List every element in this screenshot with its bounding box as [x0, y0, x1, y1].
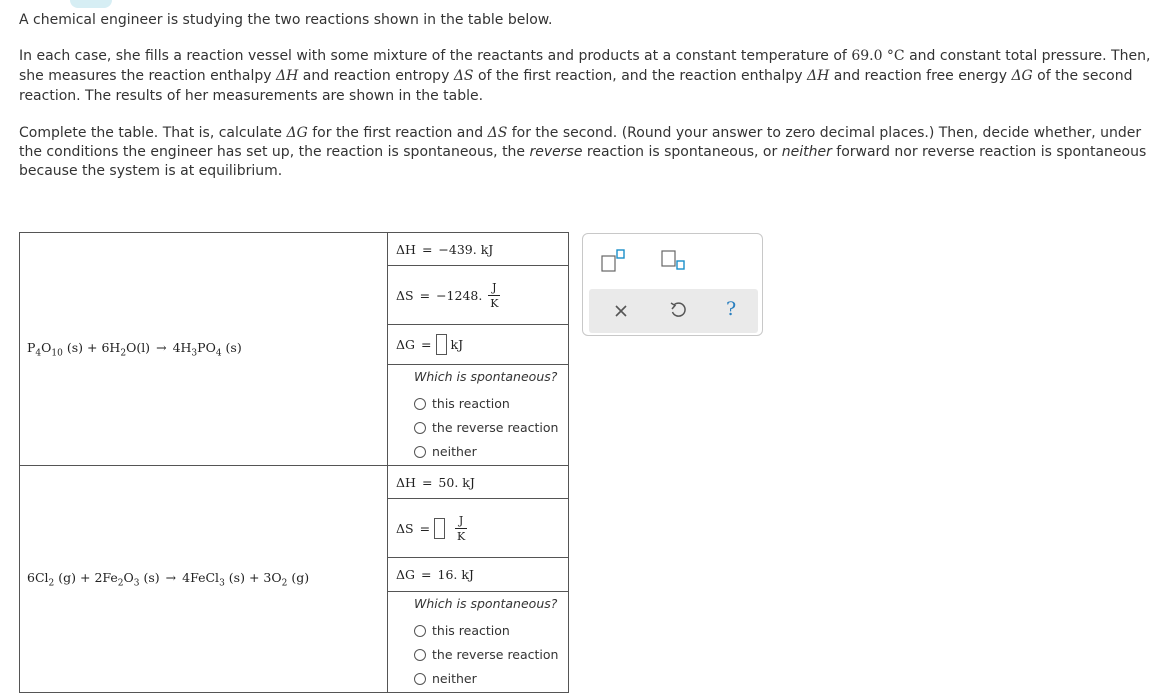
toolbox-actions [589, 289, 758, 333]
top-tab-hint [70, 0, 112, 8]
superscript-icon[interactable] [601, 249, 633, 275]
radio-button[interactable] [414, 422, 426, 434]
setup-paragraph: In each case, she fills a reaction vessel with some mixture of the reactants and products at a constant temperature of 69.0 °C and constant total pressure. Then, she measures the reaction enthalpy ΔH and reaction entropy ΔS of the first reaction, and the reaction enthalpy ΔH and reaction free energy ΔG of the second reaction. The results of her measurements are shown in the table. [19, 48, 1151, 104]
radio-button[interactable] [414, 649, 426, 661]
reaction2-dH-cell: ΔH = 50. kJ [388, 466, 569, 499]
reaction1-dH-value: −439. kJ [438, 241, 494, 257]
reaction1-option-neither[interactable]: neither [388, 440, 568, 464]
reaction1-equation-cell [20, 233, 388, 466]
reaction2-option-reverse[interactable]: the reverse reaction [388, 643, 568, 667]
undo-icon[interactable] [669, 301, 687, 321]
reaction1-equation: $P_4O_{10}$ $(s) + 6H_2O(l) \to 4H_3PO_4$ (s) [27, 339, 242, 359]
reaction2-equation: $6Cl_2$ $(g) + 2Fe_2O_3$ (s) → 4FeCl$_3$ $(s) + 3O_2$ (g) [27, 569, 310, 589]
reaction2-question: Which is spontaneous? [414, 595, 558, 611]
radio-button[interactable] [414, 673, 426, 685]
reaction2-dS-cell: ΔS = $\frac{J}{K}$ [388, 499, 569, 558]
reaction2-option-neither[interactable]: neither [388, 667, 568, 691]
reaction-arrow: → [165, 569, 177, 585]
reaction1-dS-cell: ΔS = −1248. $\frac{J}{K}$ [388, 266, 569, 325]
reaction2-option-this[interactable]: this reaction [388, 619, 568, 643]
unit-J-per-K: $\frac{J}{K}$ [490, 280, 499, 310]
help-icon[interactable]: ? [726, 298, 737, 320]
radio-button[interactable] [414, 398, 426, 410]
reaction-table [19, 232, 569, 693]
subscript-icon[interactable] [661, 249, 693, 275]
reaction1-dG-input[interactable] [436, 334, 447, 355]
intro-text: A chemical engineer is studying the two reactions shown in the table below. [19, 12, 553, 28]
reaction1-dG-cell: ΔG = kJ [388, 325, 569, 365]
instructions-paragraph: Complete the table. That is, calculate ΔG for the first reaction and ΔS for the second. (Round your answer to zero decimal places.) Then, decide whether, under the conditions the engineer has set up, the reaction is spontaneous, the reverse reaction is spontaneous, or neither forward nor reverse reaction is spontaneous because the system is at equilibrium. [19, 125, 1147, 179]
close-icon[interactable] [614, 304, 628, 318]
reaction2-equation-cell [20, 466, 388, 693]
radio-button[interactable] [414, 625, 426, 637]
unit-J-per-K: $\frac{J}{K}$ [456, 513, 466, 543]
reaction1-question: Which is spontaneous? [414, 368, 558, 384]
reaction-arrow: → [156, 339, 167, 355]
reaction1-option-this[interactable]: this reaction [388, 392, 568, 416]
math-toolbox [582, 233, 763, 336]
reaction2-dG-value: 16. kJ [437, 567, 474, 582]
reaction1-option-reverse[interactable]: the reverse reaction [388, 416, 568, 440]
radio-button[interactable] [414, 446, 426, 458]
reaction1-spontaneity-cell [388, 365, 569, 466]
reaction2-dG-cell: ΔG = 16. kJ [388, 558, 569, 592]
reaction1-dS-value: −1248. [436, 287, 483, 303]
reaction1-dH-cell: ΔH = −439. kJ [388, 233, 569, 266]
reaction2-dS-input[interactable] [434, 518, 445, 539]
reaction2-spontaneity-cell [388, 592, 569, 693]
reaction2-dH-value: 50. kJ [438, 474, 475, 490]
